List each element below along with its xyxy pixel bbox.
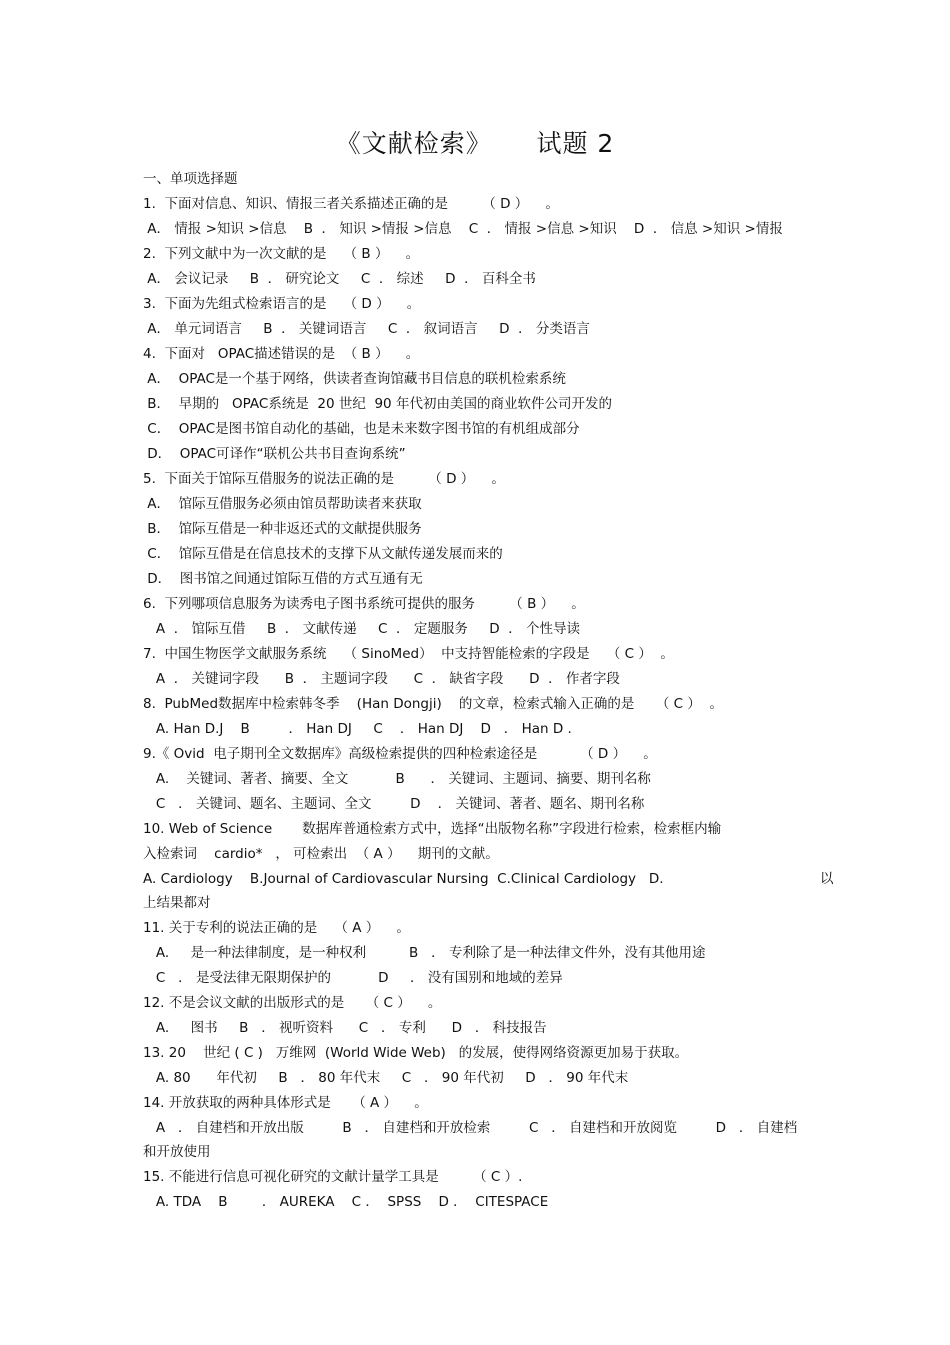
question-1-options: A． 情报 >知识 >信息 B ． 知识 >情报 >信息 C ． 情报 >信息 >知识 D ． 信息 >知识 >情报 xyxy=(143,221,783,237)
question-10-option-d-start: 以 xyxy=(820,871,834,887)
document-title: 《文献检索》 试题 2 xyxy=(335,129,615,158)
question-15: 15. 不能进行信息可视化研究的文献计量学工具是 （ C ）. xyxy=(143,1169,523,1185)
question-7-options: A ． 关键词字段 B ． 主题词字段 C ． 缺省字段 D ． 作者字段 xyxy=(143,671,620,687)
question-6: 6. 下列哪项信息服务为读秀电子图书系统可提供的服务 （ B ） 。 xyxy=(143,596,585,612)
question-14-options: A ． 自建档和开放出版 B ． 自建档和开放检索 C ． 自建档和开放阅览 D ． 自建档 xyxy=(143,1120,798,1136)
question-8-options: A. Han D.J B ． Han DJ C ． Han DJ D ． Han D . xyxy=(143,721,572,737)
question-5-option-a: A． 馆际互借服务必须由馆员帮助读者来获取 xyxy=(143,496,422,512)
question-4-option-c: C． OPAC是图书馆自动化的基础，也是未来数字图书馆的有机组成部分 xyxy=(143,421,580,437)
question-4: 4. 下面对 OPAC描述错误的是 （ B ） 。 xyxy=(143,346,420,362)
question-6-options: A ． 馆际互借 B ． 文献传递 C ． 定题服务 D ． 个性导读 xyxy=(143,621,581,637)
question-2: 2. 下列文献中为一次文献的是 （ B ） 。 xyxy=(143,246,420,262)
question-5-option-c: C． 馆际互借是在信息技术的支撑下从文献传递发展而来的 xyxy=(143,546,503,562)
question-11: 11. 关于专利的说法正确的是 （ A ） 。 xyxy=(143,920,410,936)
question-10-option-d-end: 上结果都对 xyxy=(143,895,211,911)
question-10-options: A. Cardiology B.Journal of Cardiovascular Nursing C.Clinical Cardiology D. xyxy=(143,871,664,887)
question-3: 3. 下面为先组式检索语言的是 （ D ） 。 xyxy=(143,296,421,312)
section-heading: 一、单项选择题 xyxy=(143,171,238,187)
question-10: 10. Web of Science 数据库普通检索方式中，选择“出版物名称”字段进行检索，检索框内输 xyxy=(143,821,722,837)
question-15-options: A. TDA B ． AUREKA C ． SPSS D ． CITESPACE xyxy=(143,1194,549,1210)
question-3-options: A． 单元词语言 B ． 关键词语言 C ． 叙词语言 D ． 分类语言 xyxy=(143,321,590,337)
question-9: 9.《 Ovid 电子期刊全文数据库》高级检索提供的四种检索途径是 （ D ） 。 xyxy=(143,746,657,762)
question-13: 13. 20 世纪 ( C ) 万维网 (World Wide Web) 的发展，使得网络资源更加易于获取。 xyxy=(143,1045,689,1061)
question-2-options: A． 会议记录 B ． 研究论文 C ． 综述 D ． 百科全书 xyxy=(143,271,536,287)
question-4-option-a: A． OPAC是一个基于网络，供读者查询馆藏书目信息的联机检索系统 xyxy=(143,371,566,387)
question-7: 7. 中国生物医学文献服务系统 （ SinoMed） 中支持智能检索的字段是 （ C ） 。 xyxy=(143,646,674,662)
question-5-option-b: B． 馆际互借是一种非返还式的文献提供服务 xyxy=(143,521,422,537)
question-4-option-b: B． 早期的 OPAC系统是 20 世纪 90 年代初由美国的商业软件公司开发的 xyxy=(143,396,612,412)
question-9-options-cd: C ． 关键词、题名、主题词、全文 D ． 关键词、著者、题名、期刊名称 xyxy=(143,796,645,812)
question-12-options: A. 图书 B ． 视听资料 C ． 专利 D ． 科技报告 xyxy=(143,1020,547,1036)
question-14-options-continued: 和开放使用 xyxy=(143,1144,211,1160)
question-12: 12. 不是会议文献的出版形式的是 （ C ） 。 xyxy=(143,995,442,1011)
question-10-continued: 入检索词 cardio* ， 可检索出 （ A ） 期刊的文献。 xyxy=(143,846,499,862)
question-11-options-ab: A. 是一种法律制度，是一种权利 B ． 专利除了是一种法律文件外，没有其他用途 xyxy=(143,945,706,961)
question-8: 8. PubMed数据库中检索韩冬季 (Han Dongji) 的文章，检索式输入正确的是 （ C ） 。 xyxy=(143,696,723,712)
question-5-option-d: D． 图书馆之间通过馆际互借的方式互通有无 xyxy=(143,571,423,587)
question-4-option-d: D． OPAC可译作“联机公共书目查询系统” xyxy=(143,446,406,462)
question-1: 1. 下面对信息、知识、情报三者关系描述正确的是 （ D ） 。 xyxy=(143,196,559,212)
question-14: 14. 开放获取的两种具体形式是 （ A ） 。 xyxy=(143,1095,428,1111)
question-9-options-ab: A. 关键词、著者、摘要、全文 B ． 关键词、主题词、摘要、期刊名称 xyxy=(143,771,651,787)
question-11-options-cd: C ． 是受法律无限期保护的 D ． 没有国别和地域的差异 xyxy=(143,970,563,986)
question-5: 5. 下面关于馆际互借服务的说法正确的是 （ D ） 。 xyxy=(143,471,505,487)
question-13-options: A. 80 年代初 B ． 80 年代末 C ． 90 年代初 D ． 90 年代末 xyxy=(143,1070,629,1086)
